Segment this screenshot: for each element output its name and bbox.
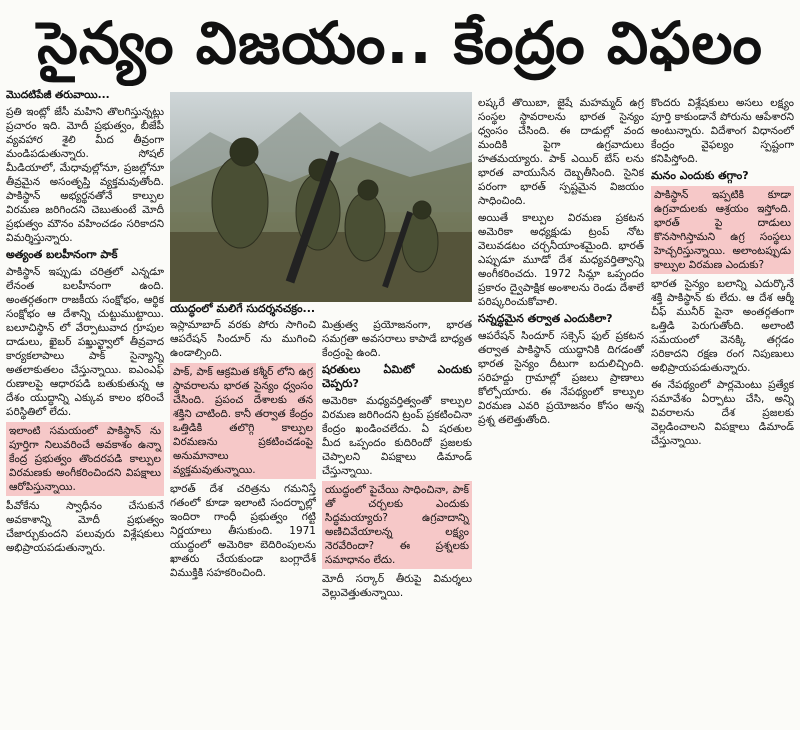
paragraph: భారత్ దేశ చరిత్రను గమనిస్తే గతంలో కూడా ఇలాంటి సందర్భాల్లో ఇందిరా గాంధీ ప్రభుత్వం గట్టి నిర్ణయాలు తీసుకుంది. 1971 యుద్ధంలో అమెరికా బెదిరింపులను ఖాతరు చేయకుండా బంగ్లాదేశ్ విముక్తికి సహకరించింది. — [170, 483, 316, 579]
column-3 — [478, 96, 644, 728]
paragraph: మిత్రుత్వ ప్రయోజనంగా, భారత సమగ్రతా అవసరాలు కాపాడే బాధ్యత కేంద్రంపై ఉంది. — [322, 319, 472, 359]
paragraph: భారత సైన్యం బలాన్ని ఎదుర్కొనే శక్తి పాకిస్థాన్ కు లేదు. ఆ దేశ ఆర్మీ చీఫ్ మునీర్ పైనా అంతర్గతంగా ఒత్తిడి పెరుగుతోంది. అలాంటి సమయంలో వెనక్కి తగ్గడం సరికాదని రక్షణ రంగ నిపుణులు అభిప్రాయపడుతున్నారు. — [651, 278, 794, 374]
subheading: షరతులు ఏమిటో ఎందుకు చెప్పరు? — [322, 363, 472, 390]
paragraph: ఆపరేషన్ సిందూర్ సక్సెస్ ఫుల్ ప్రకటన తర్వాత పాకిస్థాన్ యుద్ధానికి దిగడంతో భారత సైన్యం దీటుగా బదులిచ్చింది. సరిహద్దు గ్రామాల్లో ప్రజలు ప్రాణాలు కోల్పోయారు. ఈ నేపథ్యంలో కాల్పుల విరమణ ఎవరి ప్రయోజనం కోసం అన్న ప్రశ్న తలెత్తుతోంది. — [478, 330, 644, 426]
paragraph: అమెరికా మధ్యవర్తిత్వంతో కాల్పుల విరమణ జరిగిందని ట్రంప్ ప్రకటించినా కేంద్రం ఖండించలేదు. ఏ షరతుల మీద ఒప్పందం కుదిరిందో ప్రజలకు చెప్పాలని విపక్షాలు డిమాండ్ చేస్తున్నాయి. — [322, 395, 472, 477]
column-2b — [322, 318, 472, 728]
subheading: అత్యంత బలహీనంగా పాక్ — [6, 248, 118, 261]
paragraph: ఇస్లామాబాద్ వరకు పోరు సాగించి ఆపరేషన్ సిందూర్ ను ముగించి ఉండాల్సింది. — [170, 319, 316, 359]
photo-caption: యుద్ధంలో మలిగే సుదర్శనచక్రం... — [170, 302, 316, 315]
soldiers-illustration — [170, 92, 472, 302]
paragraph: లష్కరే తొయిబా, జైషే మహమ్మద్ ఉగ్ర సంస్థల స్థావరాలను భారత సైన్యం ధ్వంసం చేసింది. ఈ దాడుల్లో వంద మందికి పైగా ఉగ్రవాదులు హతమయ్యారు. పాక్ ఎయిర్ బేస్ లను భారత వాయుసేన దెబ్బతీసింది. సైనిక పరంగా భారత్ స్పష్టమైన విజయం సాధించింది. — [478, 97, 644, 207]
highlight-box: పాకిస్థాన్ ఇప్పటికి కూడా ఉగ్రవాదులకు ఆశ్రయం ఇస్తోంది. భారత్ పై దాడులు కొనసాగిస్తామని ఉగ్ర సంస్థలు హెచ్చరిస్తున్నాయి. అలాంటప్పుడు కాల్పుల విరమణ ఎందుకు? — [651, 186, 794, 274]
subheading: సన్నద్ధమైన తర్వాత ఎందుకిలా? — [478, 312, 613, 325]
column-2a — [170, 318, 316, 728]
highlight-box: యుద్ధంలో పైచేయి సాధించినా, పాక్ తో చర్చలకు ఎందుకు సిద్ధమయ్యారు? ఉగ్రవాదాన్ని అణిచివేయాలన్న లక్ష్యం నెరవేరిందా? ఈ ప్రశ్నలకు సమాధానం లేదు. — [322, 481, 472, 569]
paragraph: పీవోకేను స్వాధీనం చేసుకునే అవకాశాన్ని మోదీ ప్రభుత్వం చేజార్చుకుందని పలువురు విశ్లేషకులు అభిప్రాయపడుతున్నారు. — [6, 500, 164, 554]
paragraph: పాకిస్థాన్ ఇప్పుడు చరిత్రలో ఎన్నడూ లేనంత బలహీనంగా ఉంది. అంతర్గతంగా రాజకీయ సంక్షోభం, ఆర్థిక సంక్షోభం ఆ దేశాన్ని చుట్టుముట్టాయి. బలూచిస్థాన్ లో వేర్పాటువాద గ్రూపుల దాడులు, ఖైబర్ పఖ్తున్ఖ్వాలో తీవ్రవాద కార్యకలాపాలు పాక్ సైన్యాన్ని అతలాకుతలం చేస్తున్నాయి. ఐఎంఎఫ్ రుణాలపై ఆధారపడి బతుకుతున్న ఆ దేశం యుద్ధాన్ని ఎక్కువ కాలం భరించే పరిస్థితిలో లేదు. — [6, 266, 164, 418]
headline: సైన్యం విజయం.. కేంద్రం విఫలం — [37, 9, 763, 77]
paragraph: ప్రతి ఇంట్లో జేసీ మహిని తొలగిస్తున్నట్లు ప్రచారం ఇది. మోదీ ప్రభుత్వం, బీజేపీ వ్యవహార శైలి మీద తీవ్రంగా మండిపడుతున్నారు. సోషల్ మీడియాలో, మేధావుల్లోనూ, ప్రజల్లోనూ తీవ్రమైన అసంతృప్తి వ్యక్తమవుతోంది. పాకిస్థాన్ అభ్యర్థనతోనే కాల్పుల విరమణ జరిగిందని చెబుతుంటే మోదీ ప్రభుత్వం మౌనం వహించడం సరికాదని విమర్శిస్తున్నారు. — [6, 106, 164, 244]
soldiers-photo — [170, 92, 472, 302]
paragraph: కొందరు విశ్లేషకులు అసలు లక్ష్యం పూర్తి కాకుండానే పోరును ఆపేశారని అంటున్నారు. విదేశాంగ విధానంలో కేంద్రం వైఫల్యం స్పష్టంగా కనిపిస్తోంది. — [651, 97, 794, 165]
highlight-box: పాక్, పాక్ ఆక్రమిత కశ్మీర్ లోని ఉగ్ర స్థావరాలను భారత సైన్యం ధ్వంసం చేసింది. ప్రపంచ దేశాలకు తన శక్తిని చాటింది. కానీ తర్వాత కేంద్రం ఒత్తిడికి తలొగ్గి కాల్పుల విరమణను ప్రకటించడంపై అనుమానాలు వ్యక్తమవుతున్నాయి. — [170, 363, 316, 479]
paragraph: ఈ నేపథ్యంలో పార్లమెంటు ప్రత్యేక సమావేశం ఏర్పాటు చేసి, అన్ని వివరాలను దేశ ప్రజలకు వెల్లడించాలని విపక్షాలు డిమాండ్ చేస్తున్నాయి. — [651, 379, 794, 447]
dateline: మొదటిపేజీ తరువాయి... — [6, 89, 110, 101]
paragraph: అయితే కాల్పుల విరమణ ప్రకటన అమెరికా అధ్యక్షుడు ట్రంప్ నోట వెలువడటం చర్చనీయాంశమైంది. భారత్ ఎప్పుడూ మూడో దేశ మధ్యవర్తిత్వాన్ని అంగీకరించదు. 1972 సిమ్లా ఒప్పందం ప్రకారం ద్వైపాక్షిక అంశాలను రెండు దేశాలే పరిష్కరించుకోవాలి. — [478, 212, 644, 308]
column-1 — [6, 88, 164, 728]
highlight-box: ఇలాంటి సమయంలో పాకిస్థాన్ ను పూర్తిగా నిలువరించే అవకాశం ఉన్నా కేంద్ర ప్రభుత్వం తొందరపడి కాల్పుల విరమణకు అంగీకరించిందని విపక్షాలు ఆరోపిస్తున్నాయి. — [6, 422, 164, 496]
paragraph: మోదీ సర్కార్ తీరుపై విమర్శలు వెల్లువెత్తుతున్నాయి. — [322, 573, 472, 599]
subheading: మనం ఎందుకు తగ్గాం? — [651, 169, 749, 182]
column-4 — [651, 96, 794, 728]
